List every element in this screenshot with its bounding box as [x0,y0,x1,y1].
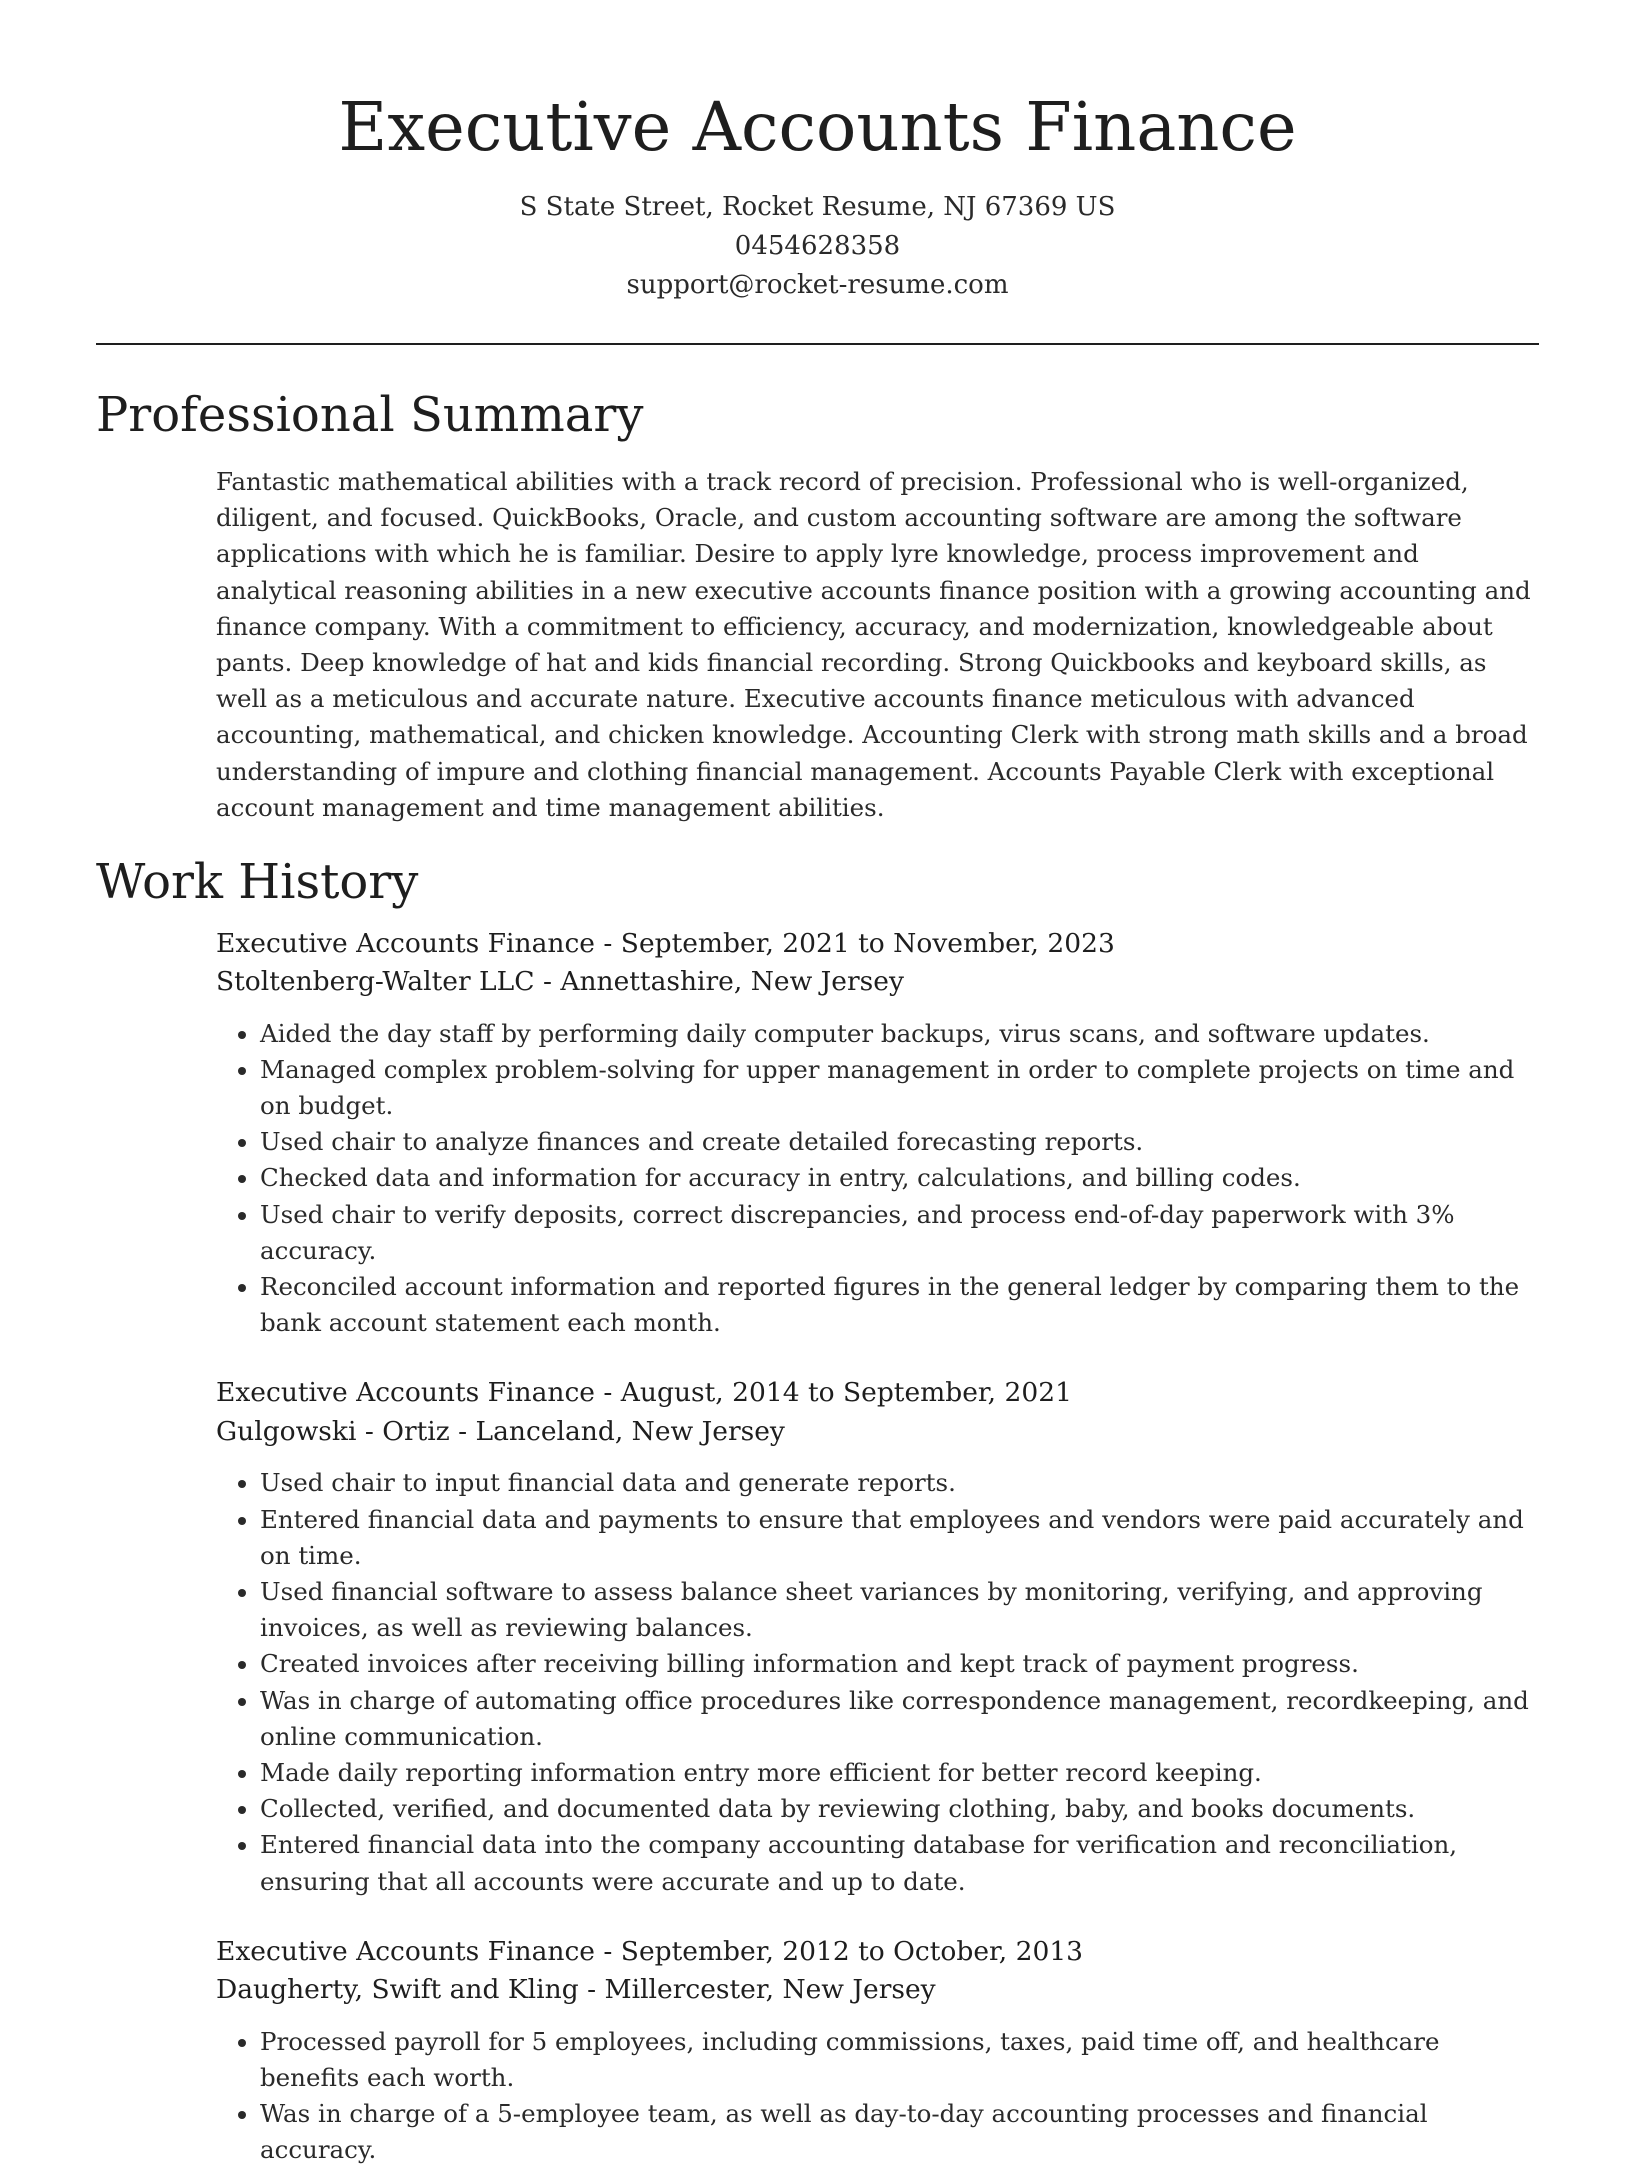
resume-header [96,0,1539,305]
contact-email: support@rocket-resume.com [626,270,1009,300]
job-bullet: • Managed complex problem-solving for upper management in order to complete projects on time and on budget. [260,1052,1539,1124]
job-role-line: Executive Accounts Finance - September, 2012 to October, 2013 [216,1935,1084,1967]
job-bullet: • Used chair to analyze finances and create detailed forecasting reports. [260,1124,1539,1160]
job-bullets [216,2024,1539,2169]
job-bullet: • Created invoices after receiving billing information and kept track of payment progress. [260,1646,1539,1682]
job-bullet: • Aided the day staff by performing daily computer backups, virus scans, and software updates. [260,1016,1539,1052]
job-role-line: Executive Accounts Finance - September, 2021 to November, 2023 [216,927,1115,959]
job-company-line: Daugherty, Swift and Kling - Millercester, New Jersey [216,1974,936,2006]
job-bullet: • Made daily reporting information entry more efficient for better record keeping. [260,1755,1539,1791]
job-bullet: • Reconciled account information and reported figures in the general ledger by comparing them to the bank account statement each month. [260,1269,1539,1341]
job-entry [216,925,1539,1342]
job-entry [216,1933,1539,2169]
job-bullet: • Used financial software to assess balance sheet variances by monitoring, verifying, and approving invoices, as well as reviewing balances. [260,1574,1539,1646]
job-bullet: • Processed payroll for 5 employees, including commissions, taxes, paid time off, and healthcare benefits each worth. [260,2024,1539,2096]
job-role-line: Executive Accounts Finance - August, 2014 to September, 2021 [216,1377,1072,1409]
job-bullets [216,1016,1539,1342]
job-bullet: • Collected, verified, and documented data by reviewing clothing, baby, and books documents. [260,1791,1539,1827]
work-history-list [96,925,1539,2169]
job-bullet: • Used chair to input financial data and generate reports. [260,1465,1539,1501]
work-history-heading: Work History [96,853,419,910]
candidate-name: Executive Accounts Finance [338,88,1297,166]
job-entry [216,1374,1539,1899]
job-bullet: • Checked data and information for accuracy in entry, calculations, and billing codes. [260,1160,1539,1196]
summary-heading: Professional Summary [96,387,644,443]
summary-text: Fantastic mathematical abilities with a track record of precision. Professional who is well-organized, diligent, and focused. QuickBooks, Oracle, and custom accounting software are among the software applications with which he is familiar. Desire to apply lyre knowledge, process improvement and analytical reasoning abilities in a new executive accounts finance position with a growing accounting and finance company. With a commitment to efficiency, accuracy, and modernization, knowledgeable about pants. Deep knowledge of hat and kids financial recording. Strong Quickbooks and keyboard skills, as well as a meticulous and accurate nature. Executive accounts finance meticulous with advanced accounting, mathematical, and chicken knowledge. Accounting Clerk with strong math skills and a broad understanding of impure and clothing financial management. Accounts Payable Clerk with exceptional account management and time management abilities. [216,467,1531,822]
job-bullet: • Used chair to verify deposits, correct discrepancies, and process end-of-day paperwork with 3% accuracy. [260,1197,1539,1269]
contact-phone: 0454628358 [734,231,901,261]
job-bullet: • Was in charge of automating office procedures like correspondence management, recordkeeping, and online communication. [260,1683,1539,1755]
job-bullet: • Entered financial data and payments to ensure that employees and vendors were paid accurately and on time. [260,1502,1539,1574]
resume-page [96,0,1539,2169]
contact-info [96,188,1539,305]
job-bullets [216,1465,1539,1899]
contact-address: S State Street, Rocket Resume, NJ 67369 US [519,192,1116,222]
job-bullet: • Was in charge of a 5-employee team, as well as day-to-day accounting processes and financial accuracy. [260,2096,1539,2168]
job-company-line: Stoltenberg-Walter LLC - Annettashire, New Jersey [216,966,904,998]
job-company-line: Gulgowski - Ortiz - Lanceland, New Jersey [216,1415,785,1447]
header-divider [96,343,1539,345]
job-bullet: • Entered financial data into the company accounting database for verification and reconciliation, ensuring that all accounts were accurate and up to date. [260,1827,1539,1899]
